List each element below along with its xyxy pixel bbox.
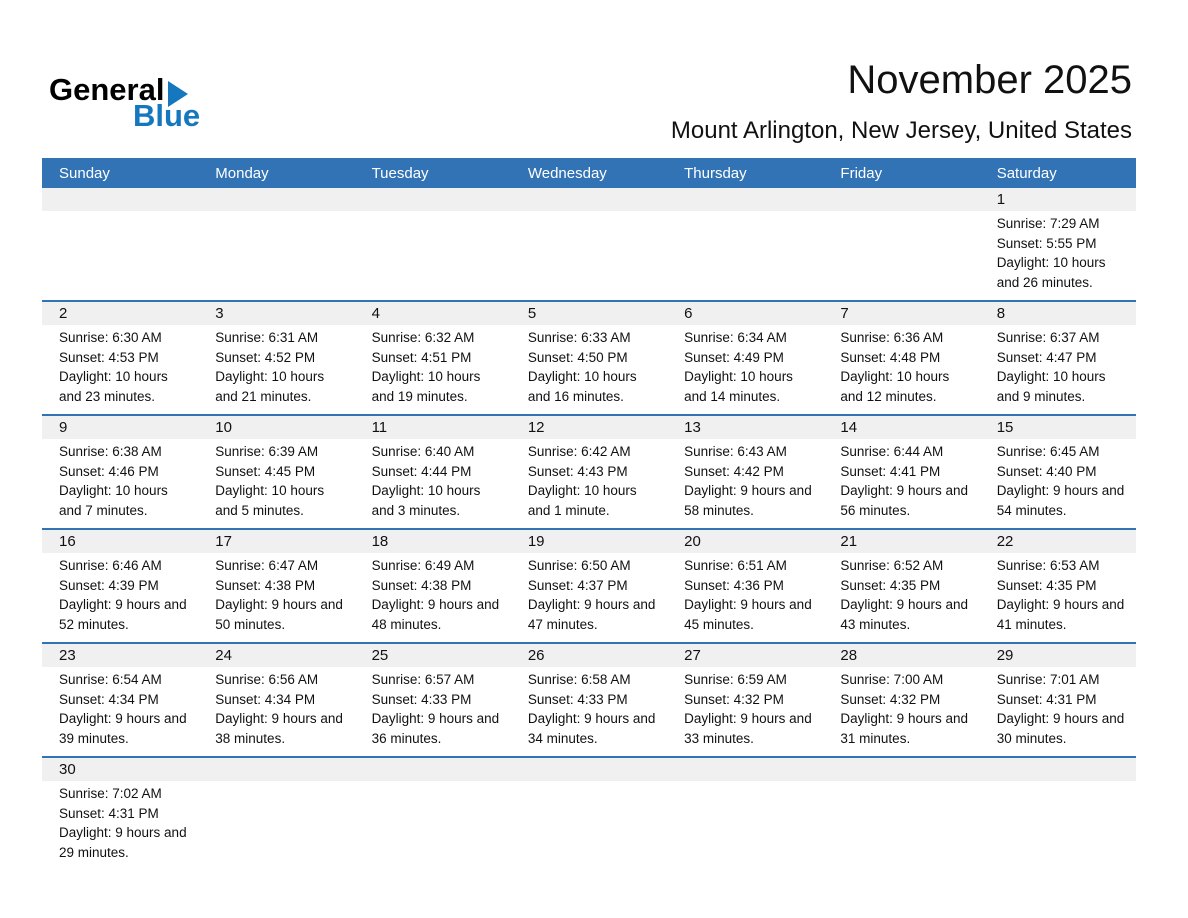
day-cell xyxy=(667,325,823,414)
day-number: 16 xyxy=(59,533,76,550)
sunrise-text: Sunrise: 6:49 AM xyxy=(371,558,475,573)
day-cell xyxy=(42,553,198,642)
general-blue-logo xyxy=(49,72,201,133)
day-cell-empty xyxy=(667,211,823,300)
daylight-text: Daylight: 10 hours and 1 minute. xyxy=(527,483,637,518)
sunrise-text: Sunrise: 6:36 AM xyxy=(840,330,944,345)
day-number: 25 xyxy=(371,647,389,664)
day-number: 4 xyxy=(371,305,380,322)
daylight-text: Daylight: 10 hours and 21 minutes. xyxy=(215,369,325,404)
sunset-text: Sunset: 4:35 PM xyxy=(840,577,941,593)
day-number: 30 xyxy=(59,761,76,778)
sunrise-text: Sunrise: 6:39 AM xyxy=(215,444,319,459)
day-cell xyxy=(198,439,354,528)
sunrise-text: Sunrise: 6:51 AM xyxy=(684,558,787,573)
week-row xyxy=(42,528,1136,642)
day-cell xyxy=(823,667,979,756)
day-number: 22 xyxy=(996,533,1014,550)
day-number: 17 xyxy=(215,533,232,550)
day-number-band xyxy=(42,530,1136,553)
daylight-text: Daylight: 9 hours and 31 minutes. xyxy=(840,711,968,746)
day-cell-empty xyxy=(42,211,198,300)
day-number: 26 xyxy=(527,647,545,664)
sunset-text: Sunset: 4:44 PM xyxy=(371,463,472,479)
daylight-text: Daylight: 9 hours and 47 minutes. xyxy=(527,597,656,632)
daylight-text: Daylight: 9 hours and 58 minutes. xyxy=(684,483,812,518)
day-cell xyxy=(355,553,511,642)
sunrise-text: Sunrise: 6:59 AM xyxy=(684,672,787,687)
day-detail-row xyxy=(42,439,1136,528)
day-number: 18 xyxy=(371,533,389,550)
day-cell xyxy=(823,439,979,528)
day-cell xyxy=(980,211,1136,300)
sunrise-text: Sunrise: 6:56 AM xyxy=(215,672,319,687)
weekday-tuesday: Tuesday xyxy=(371,164,429,182)
day-cell xyxy=(42,325,198,414)
week-row xyxy=(42,300,1136,414)
sunrise-text: Sunrise: 6:38 AM xyxy=(59,444,162,459)
day-number: 5 xyxy=(527,305,537,322)
header-titles xyxy=(671,56,1132,146)
day-number: 8 xyxy=(996,305,1006,322)
daylight-text: Daylight: 10 hours and 19 minutes. xyxy=(371,369,481,404)
day-cell xyxy=(980,439,1136,528)
day-number: 20 xyxy=(684,533,701,550)
day-cell xyxy=(355,439,511,528)
day-cell xyxy=(511,439,667,528)
daylight-text: Daylight: 9 hours and 56 minutes. xyxy=(840,483,968,518)
day-cell xyxy=(511,667,667,756)
daylight-text: Daylight: 9 hours and 36 minutes. xyxy=(371,711,500,746)
daylight-text: Daylight: 9 hours and 52 minutes. xyxy=(59,597,187,632)
day-number-band xyxy=(42,416,1136,439)
day-number: 7 xyxy=(840,305,849,322)
day-number-band xyxy=(42,188,1136,211)
day-cell-empty xyxy=(511,211,667,300)
sunrise-text: Sunrise: 6:54 AM xyxy=(59,672,162,687)
day-number: 19 xyxy=(527,533,545,550)
day-number: 28 xyxy=(840,647,858,664)
daylight-text: Daylight: 10 hours and 5 minutes. xyxy=(215,483,325,518)
day-cell-empty xyxy=(980,781,1136,870)
day-cell xyxy=(42,781,198,870)
sunrise-text: Sunrise: 6:33 AM xyxy=(527,330,631,345)
day-number: 13 xyxy=(684,419,701,436)
sunset-text: Sunset: 4:52 PM xyxy=(215,349,316,365)
sunrise-text: Sunrise: 6:40 AM xyxy=(371,444,475,459)
sunset-text: Sunset: 4:32 PM xyxy=(684,691,784,707)
day-cell xyxy=(667,439,823,528)
sunrise-text: Sunrise: 6:42 AM xyxy=(527,444,631,459)
sunrise-text: Sunrise: 6:30 AM xyxy=(59,330,162,345)
logo-text-general xyxy=(49,74,200,106)
sunrise-text: Sunrise: 6:43 AM xyxy=(684,444,787,459)
sunrise-text: Sunrise: 6:45 AM xyxy=(996,444,1100,459)
day-cell xyxy=(355,325,511,414)
sunset-text: Sunset: 4:39 PM xyxy=(59,577,159,593)
daylight-text: Daylight: 9 hours and 45 minutes. xyxy=(684,597,812,632)
daylight-text: Daylight: 10 hours and 23 minutes. xyxy=(59,369,168,404)
weekday-header-row xyxy=(42,158,1136,188)
day-number: 6 xyxy=(684,305,693,322)
day-cell-empty xyxy=(511,781,667,870)
day-cell xyxy=(355,667,511,756)
sunset-text: Sunset: 4:33 PM xyxy=(371,691,472,707)
logo-triangle-icon xyxy=(168,81,188,107)
daylight-text: Daylight: 10 hours and 16 minutes. xyxy=(527,369,637,404)
day-number: 23 xyxy=(59,647,76,664)
sunset-text: Sunset: 4:53 PM xyxy=(59,349,159,365)
day-number: 1 xyxy=(996,191,1006,208)
day-cell xyxy=(42,667,198,756)
sunset-text: Sunset: 4:46 PM xyxy=(59,463,159,479)
day-cell-empty xyxy=(198,781,354,870)
sunrise-text: Sunrise: 7:01 AM xyxy=(996,672,1100,687)
day-number: 21 xyxy=(840,533,858,550)
day-detail-row xyxy=(42,325,1136,414)
sunset-text: Sunset: 4:34 PM xyxy=(215,691,316,707)
sunrise-text: Sunrise: 7:00 AM xyxy=(840,672,944,687)
sunset-text: Sunset: 4:38 PM xyxy=(215,577,316,593)
daylight-text: Daylight: 9 hours and 33 minutes. xyxy=(684,711,812,746)
day-number: 14 xyxy=(840,419,858,436)
week-row xyxy=(42,642,1136,756)
weekday-thursday: Thursday xyxy=(684,164,747,182)
day-cell xyxy=(823,325,979,414)
sunset-text: Sunset: 4:31 PM xyxy=(996,691,1097,707)
sunset-text: Sunset: 4:34 PM xyxy=(59,691,159,707)
day-cell xyxy=(198,553,354,642)
day-cell-empty xyxy=(823,781,979,870)
day-cell xyxy=(198,667,354,756)
logo-word-general: General xyxy=(49,72,165,107)
day-cell xyxy=(823,553,979,642)
day-cell xyxy=(980,667,1136,756)
weekday-saturday: Saturday xyxy=(996,164,1057,182)
daylight-text: Daylight: 9 hours and 30 minutes. xyxy=(996,711,1125,746)
day-cell xyxy=(667,667,823,756)
day-number: 12 xyxy=(527,419,545,436)
weekday-monday: Monday xyxy=(215,164,269,182)
day-number: 15 xyxy=(996,419,1014,436)
day-number-band xyxy=(42,758,1136,781)
day-detail-row xyxy=(42,211,1136,300)
sunset-text: Sunset: 4:51 PM xyxy=(371,349,472,365)
weekday-sunday: Sunday xyxy=(59,164,110,182)
daylight-text: Daylight: 9 hours and 29 minutes. xyxy=(59,825,187,860)
day-number: 3 xyxy=(215,305,224,322)
sunrise-text: Sunrise: 6:53 AM xyxy=(996,558,1100,573)
sunset-text: Sunset: 4:38 PM xyxy=(371,577,472,593)
week-row xyxy=(42,756,1136,870)
day-cell xyxy=(42,439,198,528)
month-title: November 2025 xyxy=(847,58,1132,102)
day-cell-empty xyxy=(667,781,823,870)
day-cell xyxy=(980,553,1136,642)
sunrise-text: Sunrise: 6:46 AM xyxy=(59,558,162,573)
calendar-body xyxy=(42,188,1136,870)
day-cell-empty xyxy=(355,211,511,300)
daylight-text: Daylight: 9 hours and 39 minutes. xyxy=(59,711,187,746)
day-number: 10 xyxy=(215,419,232,436)
sunset-text: Sunset: 4:49 PM xyxy=(684,349,784,365)
day-number: 9 xyxy=(59,419,68,436)
sunrise-text: Sunrise: 6:34 AM xyxy=(684,330,787,345)
daylight-text: Daylight: 10 hours and 9 minutes. xyxy=(996,369,1106,404)
sunset-text: Sunset: 5:55 PM xyxy=(996,235,1097,251)
sunrise-text: Sunrise: 7:02 AM xyxy=(59,786,162,801)
daylight-text: Daylight: 9 hours and 54 minutes. xyxy=(996,483,1125,518)
daylight-text: Daylight: 10 hours and 14 minutes. xyxy=(684,369,793,404)
daylight-text: Daylight: 9 hours and 38 minutes. xyxy=(215,711,343,746)
day-cell xyxy=(980,325,1136,414)
day-number: 2 xyxy=(59,305,68,322)
sunrise-text: Sunrise: 6:52 AM xyxy=(840,558,944,573)
daylight-text: Daylight: 10 hours and 12 minutes. xyxy=(840,369,950,404)
sunset-text: Sunset: 4:41 PM xyxy=(840,463,941,479)
weekday-friday: Friday xyxy=(840,164,883,182)
sunset-text: Sunset: 4:40 PM xyxy=(996,463,1097,479)
day-number: 27 xyxy=(684,647,701,664)
daylight-text: Daylight: 9 hours and 34 minutes. xyxy=(527,711,656,746)
day-number-band xyxy=(42,302,1136,325)
daylight-text: Daylight: 9 hours and 50 minutes. xyxy=(215,597,343,632)
day-number: 29 xyxy=(996,647,1014,664)
sunrise-text: Sunrise: 6:57 AM xyxy=(371,672,475,687)
sunset-text: Sunset: 4:35 PM xyxy=(996,577,1097,593)
week-row xyxy=(42,414,1136,528)
sunset-text: Sunset: 4:42 PM xyxy=(684,463,784,479)
location-subtitle: Mount Arlington, New Jersey, United States xyxy=(670,117,1132,144)
daylight-text: Daylight: 9 hours and 41 minutes. xyxy=(996,597,1125,632)
daylight-text: Daylight: 9 hours and 48 minutes. xyxy=(371,597,500,632)
day-cell xyxy=(667,553,823,642)
sunrise-text: Sunrise: 6:44 AM xyxy=(840,444,944,459)
day-detail-row xyxy=(42,781,1136,870)
day-cell-empty xyxy=(198,211,354,300)
sunset-text: Sunset: 4:47 PM xyxy=(996,349,1097,365)
calendar xyxy=(42,158,1136,870)
sunset-text: Sunset: 4:37 PM xyxy=(527,577,628,593)
sunrise-text: Sunrise: 6:47 AM xyxy=(215,558,319,573)
day-number: 24 xyxy=(215,647,232,664)
sunrise-text: Sunrise: 6:58 AM xyxy=(527,672,631,687)
day-detail-row xyxy=(42,553,1136,642)
sunrise-text: Sunrise: 6:37 AM xyxy=(996,330,1100,345)
daylight-text: Daylight: 10 hours and 3 minutes. xyxy=(371,483,481,518)
sunset-text: Sunset: 4:43 PM xyxy=(527,463,628,479)
day-cell xyxy=(198,325,354,414)
sunset-text: Sunset: 4:45 PM xyxy=(215,463,316,479)
sunset-text: Sunset: 4:50 PM xyxy=(527,349,628,365)
day-number: 11 xyxy=(371,419,388,436)
daylight-text: Daylight: 10 hours and 26 minutes. xyxy=(996,255,1106,290)
sunset-text: Sunset: 4:31 PM xyxy=(59,805,159,821)
sunset-text: Sunset: 4:33 PM xyxy=(527,691,628,707)
day-cell-empty xyxy=(823,211,979,300)
sunset-text: Sunset: 4:36 PM xyxy=(684,577,784,593)
day-cell-empty xyxy=(355,781,511,870)
week-row xyxy=(42,188,1136,300)
sunrise-text: Sunrise: 6:50 AM xyxy=(527,558,631,573)
sunset-text: Sunset: 4:32 PM xyxy=(840,691,941,707)
sunset-text: Sunset: 4:48 PM xyxy=(840,349,941,365)
sunrise-text: Sunrise: 6:32 AM xyxy=(371,330,475,345)
daylight-text: Daylight: 9 hours and 43 minutes. xyxy=(840,597,968,632)
sunrise-text: Sunrise: 6:31 AM xyxy=(215,330,319,345)
day-cell xyxy=(511,325,667,414)
daylight-text: Daylight: 10 hours and 7 minutes. xyxy=(59,483,168,518)
logo-word-blue: Blue xyxy=(133,98,201,133)
day-cell xyxy=(511,553,667,642)
day-number-band xyxy=(42,644,1136,667)
day-detail-row xyxy=(42,667,1136,756)
sunrise-text: Sunrise: 7:29 AM xyxy=(996,216,1100,231)
weekday-wednesday: Wednesday xyxy=(527,164,607,182)
